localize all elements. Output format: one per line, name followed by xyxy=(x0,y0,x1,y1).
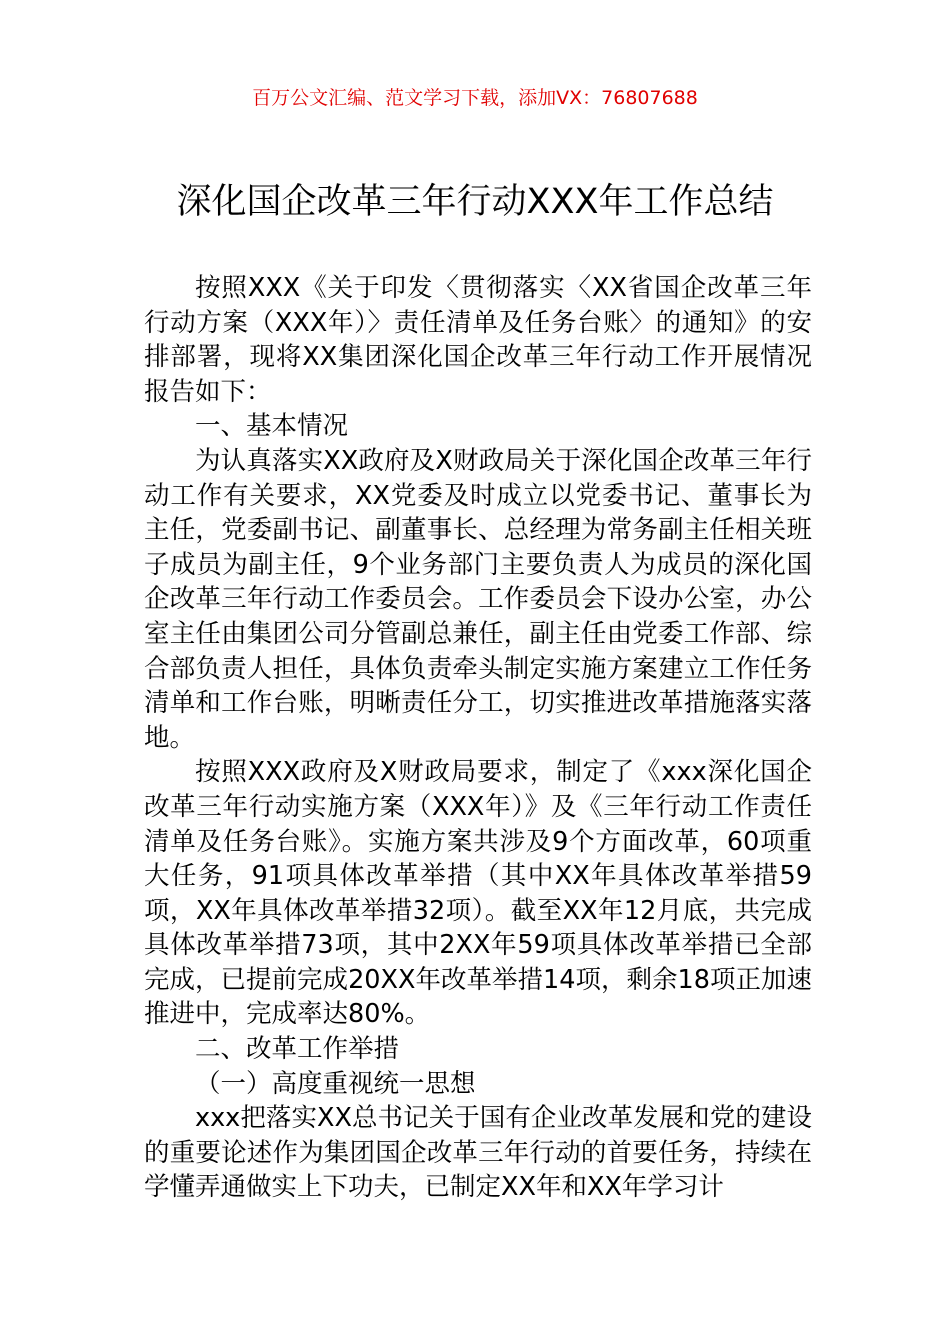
section-heading-basic-situation: 一、基本情况 xyxy=(195,411,349,442)
basic-situation-paragraph-1: 为认真落实XX政府及X财政局关于深化国企改革三年行动工作有关要求，XX党委及时成立以党委书记、董事长为主任，党委副书记、副董事长、总经理为常务副主任相关班子成员为副主任，9个业务部门主要负责人为成员的深化国企改革三年行动工作委员会。工作委员会下设办公室，办公室主任由集团公司分管副总兼任，副主任由党委工作部、综合部负责人担任，具体负责牵头制定实施方案建立工作任务清单和工作台账，明晰责任分工，切实推进改革措施落实落地。 xyxy=(144,445,812,753)
section-heading-reform-measures: 二、改革工作举措 xyxy=(195,1034,400,1065)
watermark-banner: 百万公文汇编、范文学习下载，添加VX：76807688 xyxy=(252,87,698,109)
document-title: 深化国企改革三年行动XXX年工作总结 xyxy=(176,182,774,222)
intro-paragraph: 按照XXX《关于印发〈贯彻落实〈XX省国企改革三年行动方案（XXX年）〉责任清单及任务台账〉的通知》的安排部署，现将XX集团深化国企改革三年行动工作开展情况报告如下： xyxy=(144,273,812,407)
unify-thinking-paragraph: xxx把落实XX总书记关于国有企业改革发展和党的建设的重要论述作为集团国企改革三年行动的首要任务，持续在学懂弄通做实上下功夫，已制定XX年和XX年学习计 xyxy=(144,1103,812,1203)
basic-situation-paragraph-2: 按照XXX政府及X财政局要求，制定了《xxx深化国企改革三年行动实施方案（XXX年）》及《三年行动工作责任清单及任务台账》。实施方案共涉及9个方面改革，60项重大任务，91项具体改革举措（其中XX年具体改革举措59项，XX年具体改革举措32项）。截至XX年12月底，共完成具体改革举措73项，其中2XX年59项具体改革举措已全部完成，已提前完成20XX年改革举措14项，剩余18项正加速推进中，完成率达80%。 xyxy=(144,757,812,1030)
subsection-heading-unify-thinking: （一）高度重视统一思想 xyxy=(195,1068,476,1099)
document-body xyxy=(144,271,812,1205)
